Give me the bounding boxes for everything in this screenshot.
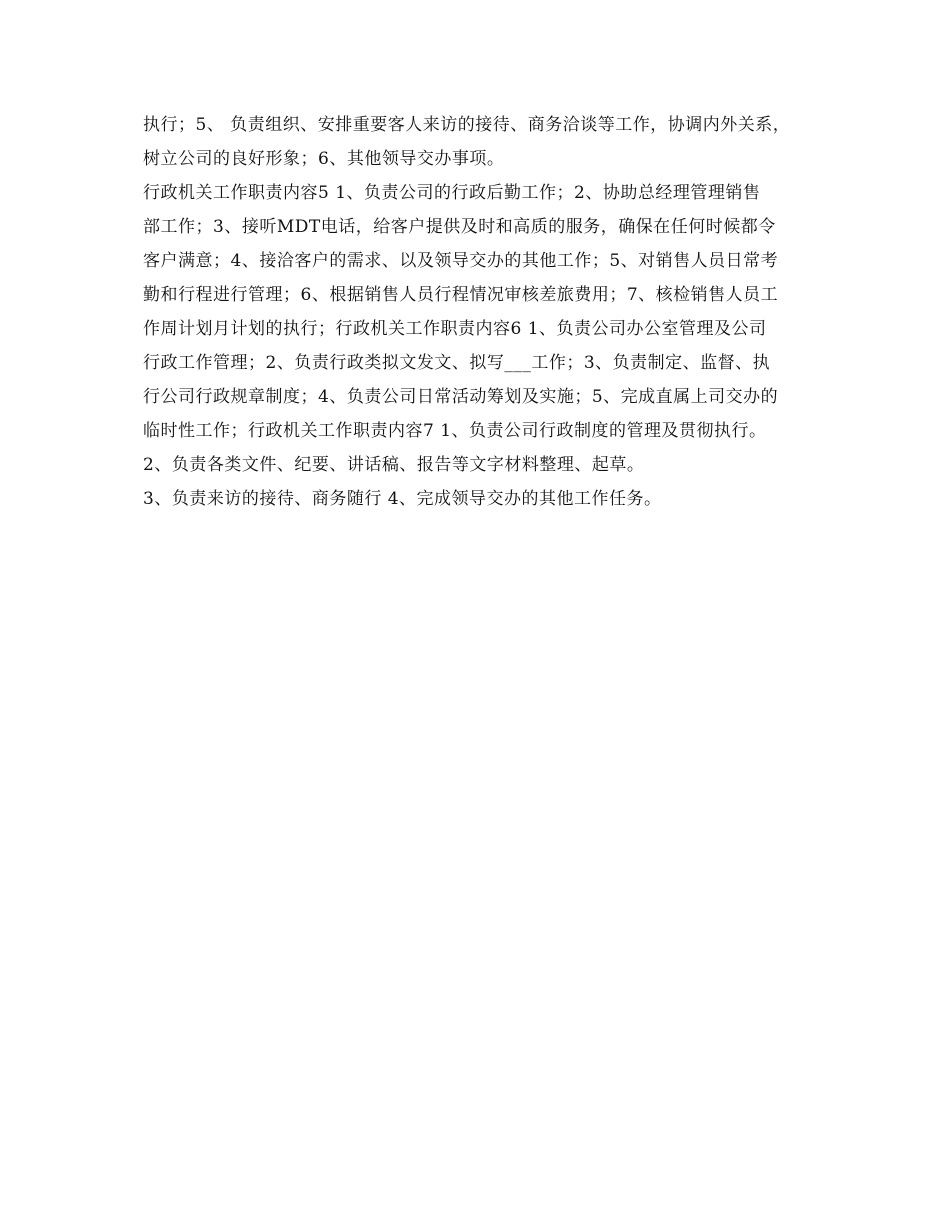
text-line-9: 行公司行政规章制度；4、负责公司日常活动筹划及实施；5、完成直属上司交办的 (143, 387, 779, 407)
text-line-5: 客户满意；4、接洽客户的需求、以及领导交办的其他工作；5、对销售人员日常考 (143, 251, 779, 271)
text-line-7: 作周计划月计划的执行；行政机关工作职责内容6 1、负责公司办公室管理及公司 (143, 319, 767, 339)
text-line-4: 部工作；3、接听MDT电话，给客户提供及时和高质的服务，确保在任何时候都令 (143, 217, 776, 237)
document-body (143, 108, 843, 516)
text-line-10: 临时性工作；行政机关工作职责内容7 1、负责公司行政制度的管理及贯彻执行。 (143, 421, 767, 441)
text-line-1: 执行；5、 负责组织、安排重要客人来访的接待、商务洽谈等工作，协调内外关系， (143, 115, 791, 135)
text-line-3: 行政机关工作职责内容5 1、负责公司的行政后勤工作；2、协助总经理管理销售 (143, 183, 761, 203)
text-line-8: 行政工作管理；2、负责行政类拟文发文、拟写___工作；3、负责制定、监督、执 (143, 353, 771, 373)
text-line-2: 树立公司的良好形象；6、其他领导交办事项。 (143, 149, 505, 169)
text-line-6: 勤和行程进行管理；6、根据销售人员行程情况审核差旅费用；7、核检销售人员工 (143, 285, 779, 305)
text-line-12: 3、负责来访的接待、商务随行 4、完成领导交办的其他工作任务。 (143, 489, 662, 509)
text-line-11: 2、负责各类文件、纪要、讲话稿、报告等文字材料整理、起草。 (143, 455, 645, 475)
